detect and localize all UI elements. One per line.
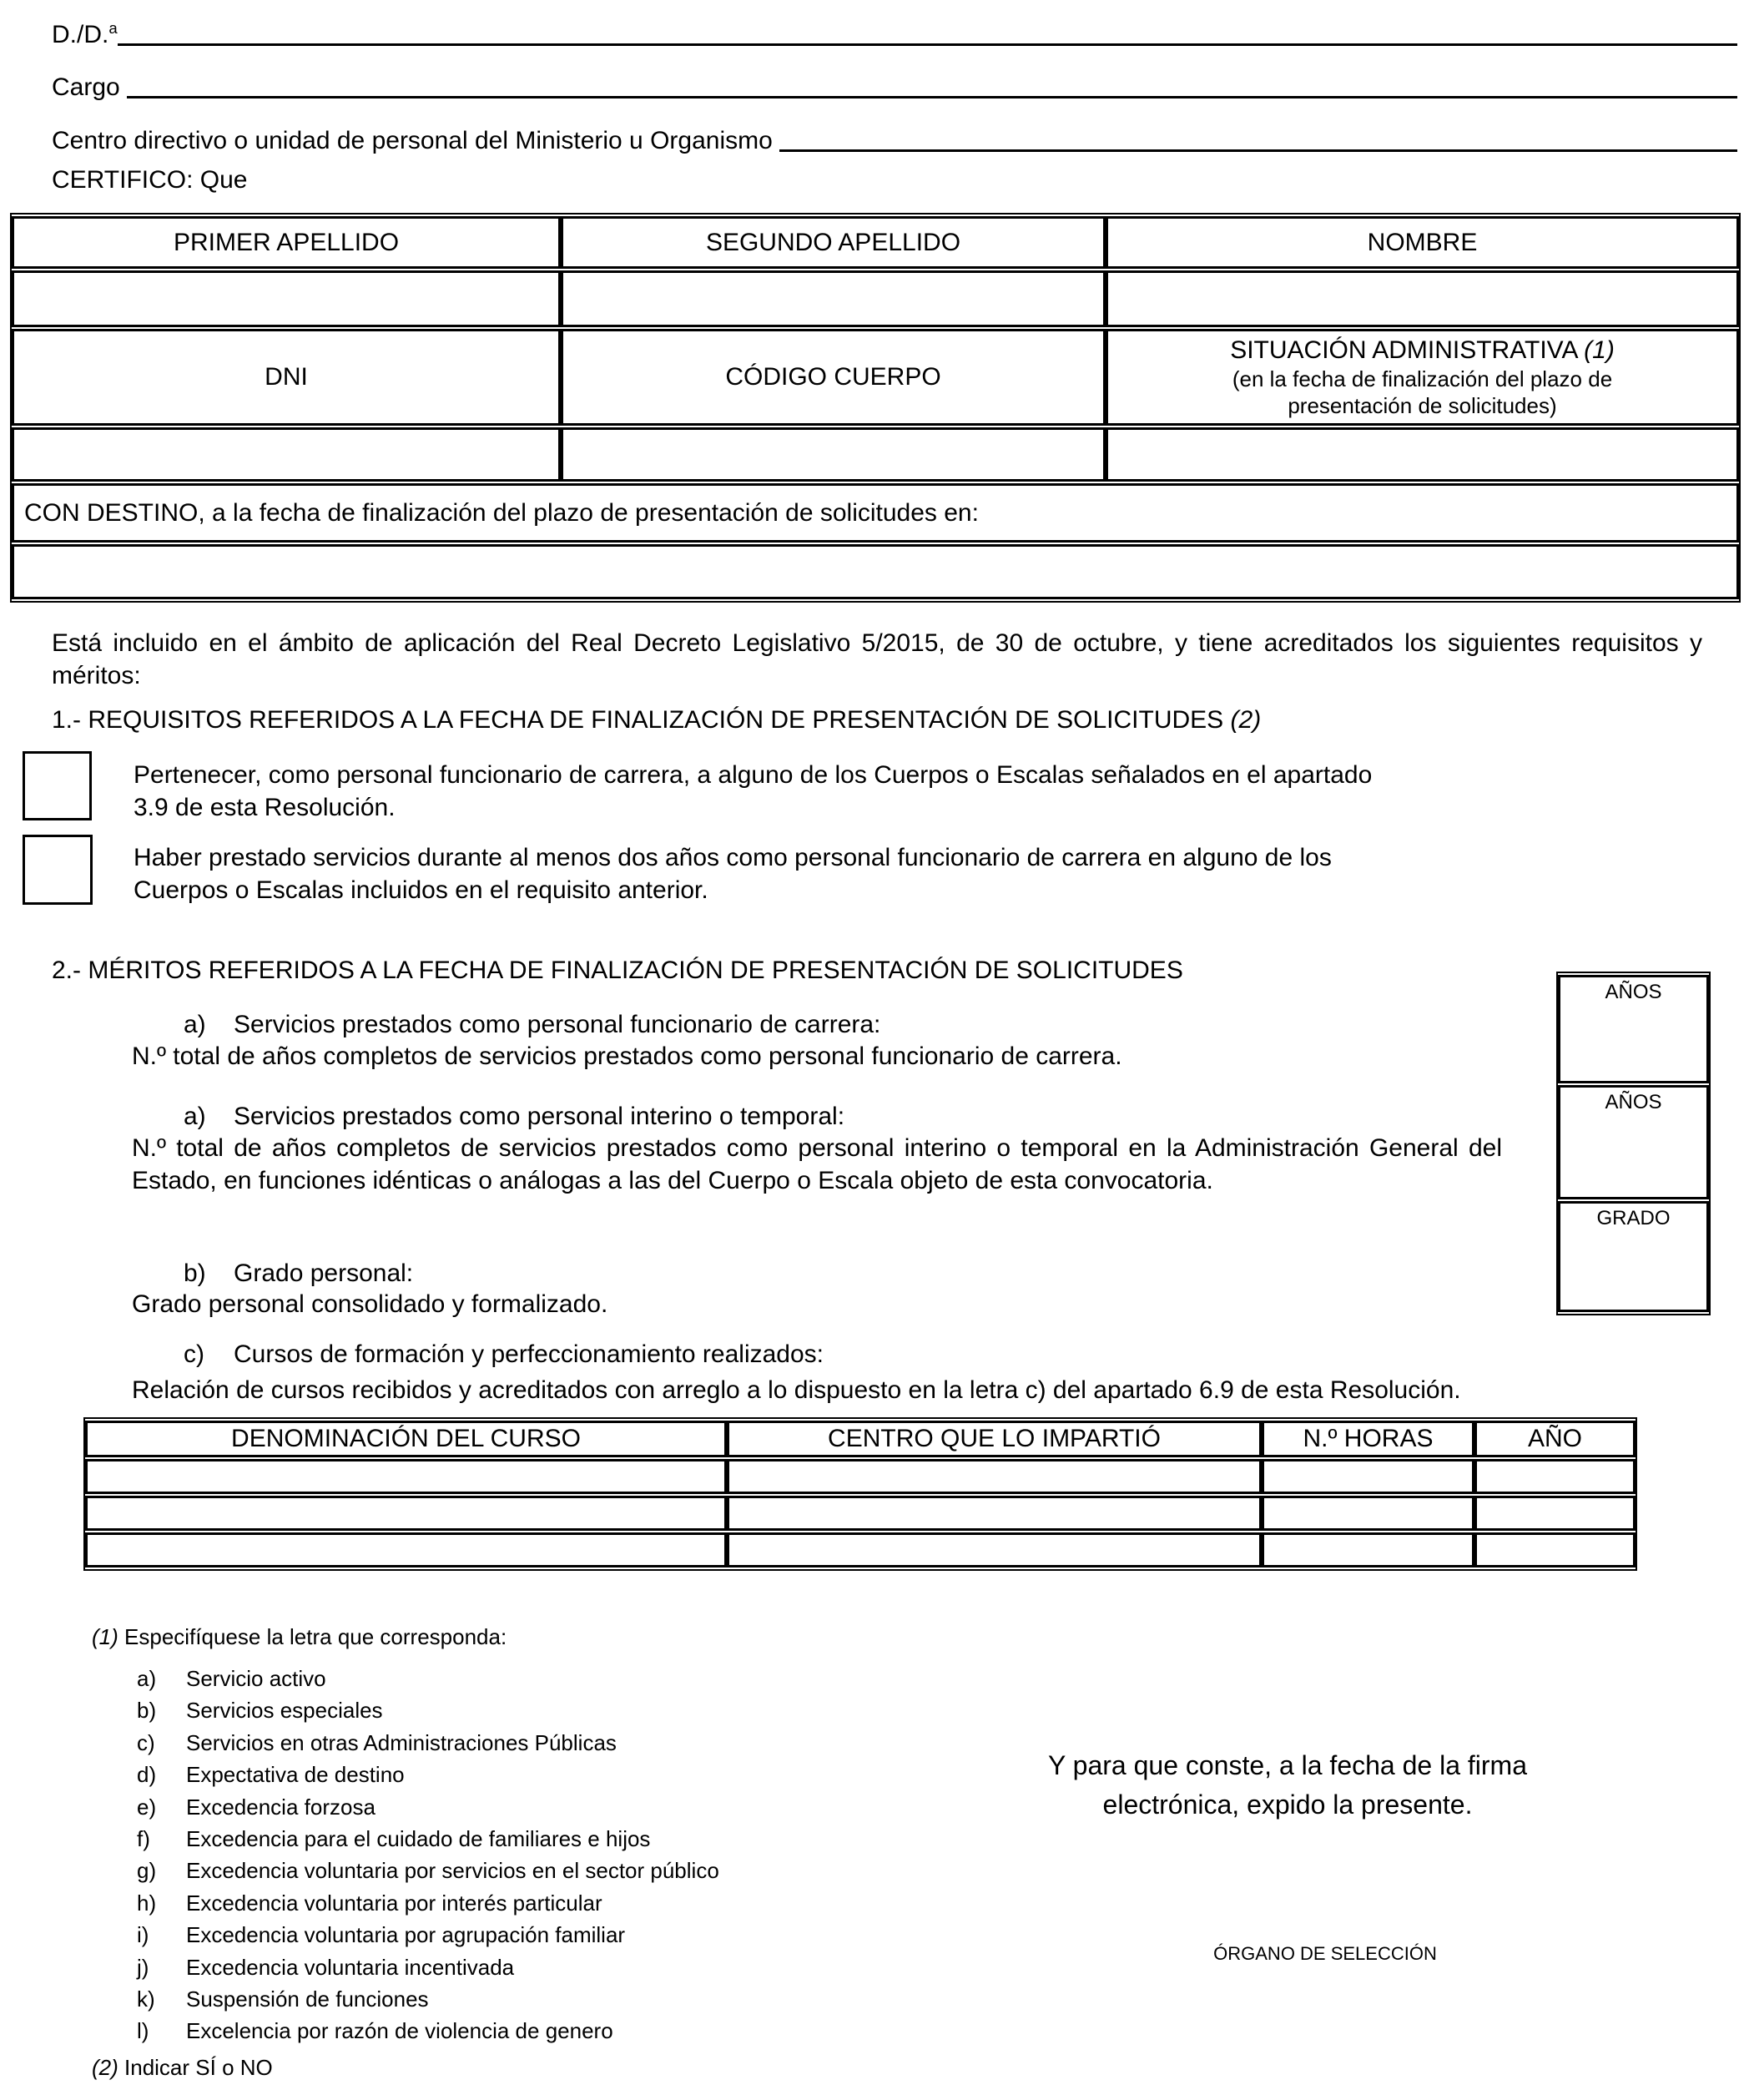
input-nombre[interactable] xyxy=(1106,270,1739,327)
option-d: d) Expectativa de destino xyxy=(137,1762,405,1788)
centro-label: Centro directivo o unidad de personal del Ministerio u Organismo xyxy=(52,127,780,154)
option-i: i) Excedencia voluntaria por agrupación familiar xyxy=(137,1922,626,1948)
option-e: e) Excedencia forzosa xyxy=(137,1794,376,1820)
merit-item-b xyxy=(184,1257,1435,1290)
header-centro-impartio: CENTRO QUE LO IMPARTIÓ xyxy=(727,1421,1262,1457)
header-segundo-apellido: SEGUNDO APELLIDO xyxy=(561,216,1106,269)
input-segundo-apellido[interactable] xyxy=(561,270,1106,327)
footnote-ref-2: (2) xyxy=(1230,706,1262,734)
option-c: c) Servicios en otras Administraciones Públicas xyxy=(137,1729,617,1755)
con-destino-label: CON DESTINO, a la fecha de finalización del plazo de presentación de solicitudes en: xyxy=(12,483,1739,543)
header-denominacion-curso: DENOMINACIÓN DEL CURSO xyxy=(85,1421,727,1457)
input-horas-3[interactable] xyxy=(1262,1532,1474,1567)
organo-seleccion-label: ÓRGANO DE SELECCIÓN xyxy=(1213,1943,1437,1964)
input-ano-1[interactable] xyxy=(1474,1459,1636,1494)
item-label: Servicios prestados como personal funcionario de carrera: xyxy=(234,1011,881,1038)
item-letter: a) xyxy=(184,1011,206,1038)
merit-item-a1 xyxy=(184,1008,1435,1041)
grado-box[interactable]: GRADO xyxy=(1558,1201,1709,1312)
header-dni: DNI xyxy=(12,329,561,426)
input-dni[interactable] xyxy=(12,427,561,482)
option-l: l) Excelencia por razón de violencia de genero xyxy=(137,2018,613,2044)
item-letter: a) xyxy=(184,1103,206,1130)
header-nombre: NOMBRE xyxy=(1106,216,1739,269)
footnote1-heading: (1) Especifíquese la letra que corresponda: xyxy=(92,1624,507,1649)
footnote1-options xyxy=(137,1663,1055,2047)
intro-paragraph: Está incluido en el ámbito de aplicación del Real Decreto Legislativo 5/2015, de 30 de octubre, y tiene acreditados los siguientes requisitos y méritos: xyxy=(52,629,1702,689)
input-curso-3[interactable] xyxy=(85,1532,727,1567)
name-label: D./D.$^a$ xyxy=(52,19,118,48)
closing-statement xyxy=(954,1746,1621,1825)
name-input-line[interactable] xyxy=(118,43,1737,46)
centro-fill-line xyxy=(52,127,1737,155)
footnote1-ref: (1) xyxy=(92,1624,118,1649)
merit-desc-a1: N.º total de años completos de servicios prestados como personal funcionario de carrera. xyxy=(132,1042,1122,1070)
name-fill-line xyxy=(52,21,1737,49)
option-k: k) Suspensión de funciones xyxy=(137,1986,429,2012)
merit-desc-c: Relación de cursos recibidos y acreditados con arreglo a lo dispuesto en la letra c) del apartado 6.9 de esta Resolución. xyxy=(132,1376,1461,1404)
header-ano: AÑO xyxy=(1474,1421,1636,1457)
merit-desc-a2: N.º total de años completos de servicios prestados como personal interino o temporal en la Administración General del Estado, en funciones idénticas o análogas a las del Cuerpo o Escala objeto de esta convocatoria. xyxy=(132,1134,1502,1194)
option-b: b) Servicios especiales xyxy=(137,1698,383,1724)
option-h: h) Excedencia voluntaria por interés particular xyxy=(137,1890,602,1916)
requirement2-checkbox[interactable] xyxy=(23,835,93,905)
closing-line1: Y para que conste, a la fecha de la firma xyxy=(1048,1750,1527,1780)
cargo-input-line[interactable] xyxy=(127,95,1737,98)
input-centro-2[interactable] xyxy=(727,1496,1262,1531)
merit-item-a2 xyxy=(184,1100,1435,1133)
requirement1-text: Pertenecer, como personal funcionario de carrera, a alguno de los Cuerpos o Escalas señalados en el apartado 3.9 de esta Resolución. xyxy=(134,761,1373,821)
situacion-subnote: (en la fecha de finalización del plazo de presentación de solicitudes) xyxy=(1232,366,1613,418)
item-letter: b) xyxy=(184,1259,206,1287)
merit-item-c xyxy=(184,1338,1519,1371)
input-centro-3[interactable] xyxy=(727,1532,1262,1567)
footnote2-ref: (2) xyxy=(92,2055,118,2080)
courses-table xyxy=(83,1417,1637,1571)
certifico-heading: CERTIFICO: Que xyxy=(52,166,248,194)
input-situacion-administrativa[interactable] xyxy=(1106,427,1739,482)
input-primer-apellido[interactable] xyxy=(12,270,561,327)
requirement1-checkbox[interactable] xyxy=(23,751,92,820)
option-f: f) Excedencia para el cuidado de familiares e hijos xyxy=(137,1826,651,1852)
centro-input-line[interactable] xyxy=(779,149,1737,152)
merit-desc-b: Grado personal consolidado y formalizado. xyxy=(132,1290,608,1318)
item-label: Cursos de formación y perfeccionamiento realizados: xyxy=(234,1340,824,1368)
input-con-destino[interactable] xyxy=(12,544,1739,599)
header-primer-apellido: PRIMER APELLIDO xyxy=(12,216,561,269)
anos-interino-box[interactable]: AÑOS xyxy=(1558,1085,1709,1199)
input-horas-2[interactable] xyxy=(1262,1496,1474,1531)
closing-line2: electrónica, expido la presente. xyxy=(1102,1790,1473,1820)
input-horas-1[interactable] xyxy=(1262,1459,1474,1494)
item-letter: c) xyxy=(184,1340,204,1368)
side-value-boxes xyxy=(1556,972,1711,1315)
item-label: Grado personal: xyxy=(234,1259,414,1287)
input-ano-2[interactable] xyxy=(1474,1496,1636,1531)
option-a: a) Servicio activo xyxy=(137,1666,326,1691)
header-num-horas: N.º HORAS xyxy=(1262,1421,1474,1457)
cargo-label: Cargo xyxy=(52,73,128,101)
header-situacion-administrativa: SITUACIÓN ADMINISTRATIVA (1) (en la fecha de finalización del plazo de presentación de solicitudes) xyxy=(1106,329,1739,426)
cargo-fill-line xyxy=(52,73,1737,102)
item-label: Servicios prestados como personal interino o temporal: xyxy=(234,1103,845,1130)
input-ano-3[interactable] xyxy=(1474,1532,1636,1567)
header-codigo-cuerpo: CÓDIGO CUERPO xyxy=(561,329,1106,426)
input-curso-2[interactable] xyxy=(85,1496,727,1531)
input-codigo-cuerpo[interactable] xyxy=(561,427,1106,482)
ordinal-a: a xyxy=(108,19,118,37)
section2-title: 2.- MÉRITOS REFERIDOS A LA FECHA DE FINALIZACIÓN DE PRESENTACIÓN DE SOLICITUDES xyxy=(52,957,1183,984)
anos-funcionario-box[interactable]: AÑOS xyxy=(1558,975,1709,1083)
requirement2-text: Haber prestado servicios durante al menos dos años como personal funcionario de carrera en alguno de los Cuerpos o Escalas incluidos en el requisito anterior. xyxy=(134,844,1332,904)
footnote2: (2) Indicar SÍ o NO xyxy=(92,2055,273,2080)
option-j: j) Excedencia voluntaria incentivada xyxy=(137,1954,515,1980)
input-centro-1[interactable] xyxy=(727,1459,1262,1494)
option-g: g) Excedencia voluntaria por servicios en el sector público xyxy=(137,1858,719,1884)
footnote-ref-1: (1) xyxy=(1584,336,1615,364)
personal-data-table xyxy=(10,213,1741,603)
input-curso-1[interactable] xyxy=(85,1459,727,1494)
section1-title: 1.- REQUISITOS REFERIDOS A LA FECHA DE FINALIZACIÓN DE PRESENTACIÓN DE SOLICITUDES (2) xyxy=(52,706,1262,734)
